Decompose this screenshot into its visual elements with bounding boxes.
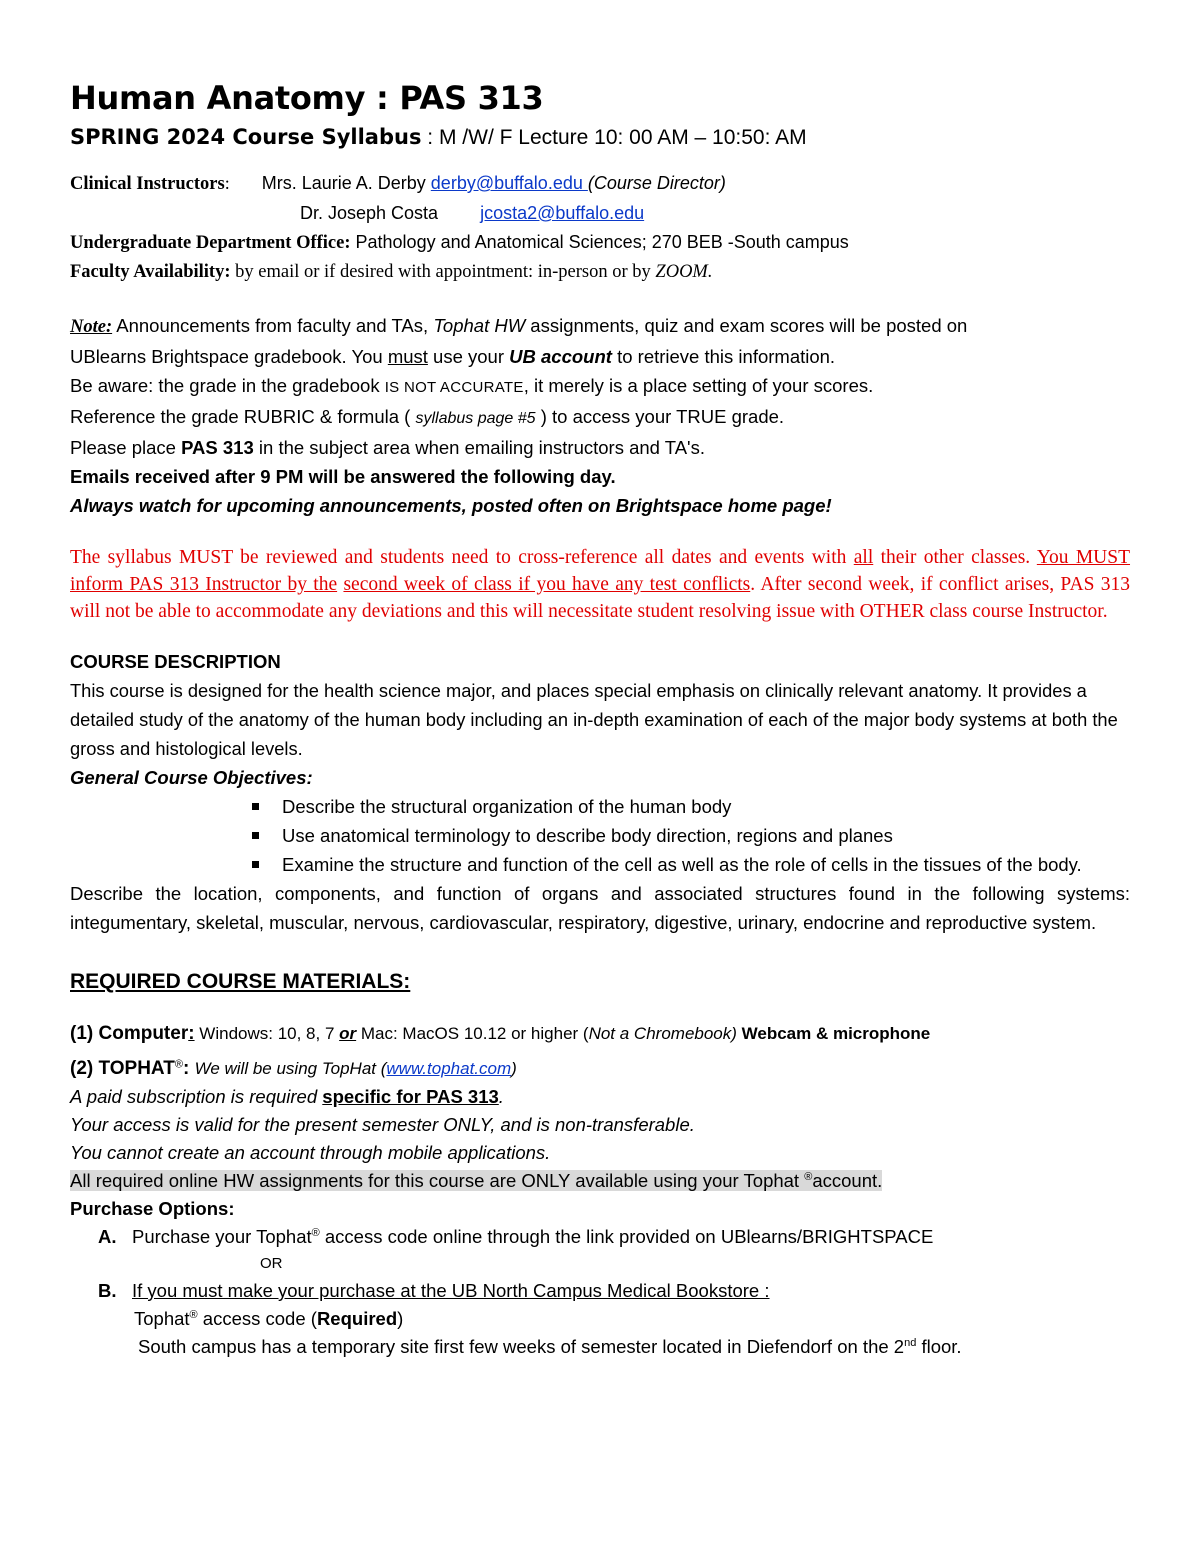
instructors-label: Clinical Instructors xyxy=(70,174,225,194)
note-line-3: Be aware: the grade in the gradebook IS NOT ACCURATE, it merely is a place setting of your scores. xyxy=(70,375,874,396)
objectives-heading: General Course Objectives: xyxy=(70,767,313,788)
note-line-6: Emails received after 9 PM will be answered the following day. xyxy=(70,466,616,487)
instructor-1-role: (Course Director) xyxy=(587,173,726,193)
note-line-5: Please place PAS 313 in the subject area when emailing instructors and TA's. xyxy=(70,437,705,458)
south-campus-note: South campus has a temporary site first few weeks of semester located in Diefendorf on the 2nd floor. xyxy=(138,1336,962,1357)
materials-heading: REQUIRED COURSE MATERIALS: xyxy=(70,970,411,993)
course-subtitle xyxy=(70,122,1130,153)
tophat-website-link[interactable]: www.tophat.com xyxy=(386,1059,512,1078)
tophat-requirement: (2) TOPHAT®: We will be using TopHat (www.tophat.com) xyxy=(70,1058,517,1079)
syllabus-page xyxy=(70,78,1130,1361)
hw-availability-note: All required online HW assignments for this course are ONLY available using your Tophat ®account. xyxy=(70,1170,883,1191)
note-line-7: Always watch for upcoming announcements, posted often on Brightspace home page! xyxy=(70,495,832,516)
instructor-row-1: Clinical Instructors: Mrs. Laurie A. Derby derby@buffalo.edu (Course Director) xyxy=(70,173,726,194)
or-separator: OR xyxy=(260,1255,283,1272)
note-label: Note: xyxy=(70,317,113,337)
availability-value: by email or if desired with appointment: in-person or by xyxy=(230,262,656,282)
paid-subscription-note: A paid subscription is required specific for PAS 313. xyxy=(70,1086,504,1107)
mobile-note: You cannot create an account through mobile applications. xyxy=(70,1142,551,1163)
availability-zoom: ZOOM. xyxy=(655,262,713,282)
purchase-option-b: B. If you must make your purchase at the UB North Campus Medical Bookstore : xyxy=(98,1280,770,1301)
computer-requirement: (1) Computer: Windows: 10, 8, 7 or Mac: MacOS 10.12 or higher (Not a Chromebook) Webcam & microphone xyxy=(70,1023,931,1044)
course-description-body: This course is designed for the health science major, and places special emphasis on clinically relevant anatomy. It provides a detailed study of the anatomy of the human body including an in-depth examination of each of the major body systems at both the gross and histological levels. xyxy=(70,680,1118,759)
objective-item: Use anatomical terminology to describe body direction, regions and planes xyxy=(250,821,1130,850)
systems-description: Describe the location, components, and function of organs and associated structures found in the following systems: integumentary, skeletal, muscular, nervous, cardiovascular, respiratory, digestive, urinary, endocrine and reproductive system. xyxy=(70,883,1130,933)
subtitle-term: SPRING 2024 Course Syllabus xyxy=(70,125,422,149)
instructor-row-2 xyxy=(70,199,1130,228)
course-description-heading: COURSE DESCRIPTION xyxy=(70,651,281,672)
access-validity-note: Your access is valid for the present semester ONLY, and is non-transferable. xyxy=(70,1114,695,1135)
availability-label: Faculty Availability: xyxy=(70,262,231,282)
objective-item: Examine the structure and function of the cell as well as the role of cells in the tissues of the body. xyxy=(250,850,1130,879)
office-value: Pathology and Anatomical Sciences; 270 BEB -South campus xyxy=(350,232,849,252)
conflict-warning: The syllabus MUST be reviewed and students need to cross-reference all dates and events with all their other classes. You MUST inform PAS 313 Instructor by the second week of class if you have any test conflicts. After second week, if conflict arises, PAS 313 will not be able to accommodate any deviations and this will necessitate student resolving issue with OTHER class course Instructor. xyxy=(70,547,1131,622)
instructor-1-email-link[interactable]: derby@buffalo.edu xyxy=(430,173,588,193)
purchase-option-b-detail: Tophat® access code (Required) xyxy=(134,1308,404,1329)
subtitle-schedule: : M /W/ F Lecture 10: 00 AM – 10:50: AM xyxy=(421,126,807,149)
note-line-2: UBlearns Brightspace gradebook. You must use your UB account to retrieve this information. xyxy=(70,346,836,367)
department-office xyxy=(70,228,1130,258)
office-label: Undergraduate Department Office: xyxy=(70,233,351,253)
objectives-list xyxy=(70,792,1130,879)
faculty-availability xyxy=(70,258,1130,287)
objective-item: Describe the structural organization of the human body xyxy=(250,792,1130,821)
purchase-option-a: A. Purchase your Tophat® access code online through the link provided on UBlearns/BRIGHTSPACE xyxy=(98,1226,934,1247)
instructor-2-email-link[interactable]: jcosta2@buffalo.edu xyxy=(480,203,645,223)
purchase-options-heading: Purchase Options: xyxy=(70,1198,235,1219)
instructor-2-name: Dr. Joseph Costa xyxy=(300,203,439,223)
note-line-4: Reference the grade RUBRIC & formula ( syllabus page #5 ) to access your TRUE grade. xyxy=(70,406,785,427)
instructor-1-name: Mrs. Laurie A. Derby xyxy=(261,173,431,193)
note-block xyxy=(70,311,1130,520)
course-title: Human Anatomy : PAS 313 xyxy=(70,79,544,117)
note-line-1: Note: Announcements from faculty and TAs, Tophat HW assignments, quiz and exam scores will be posted on xyxy=(70,315,968,337)
